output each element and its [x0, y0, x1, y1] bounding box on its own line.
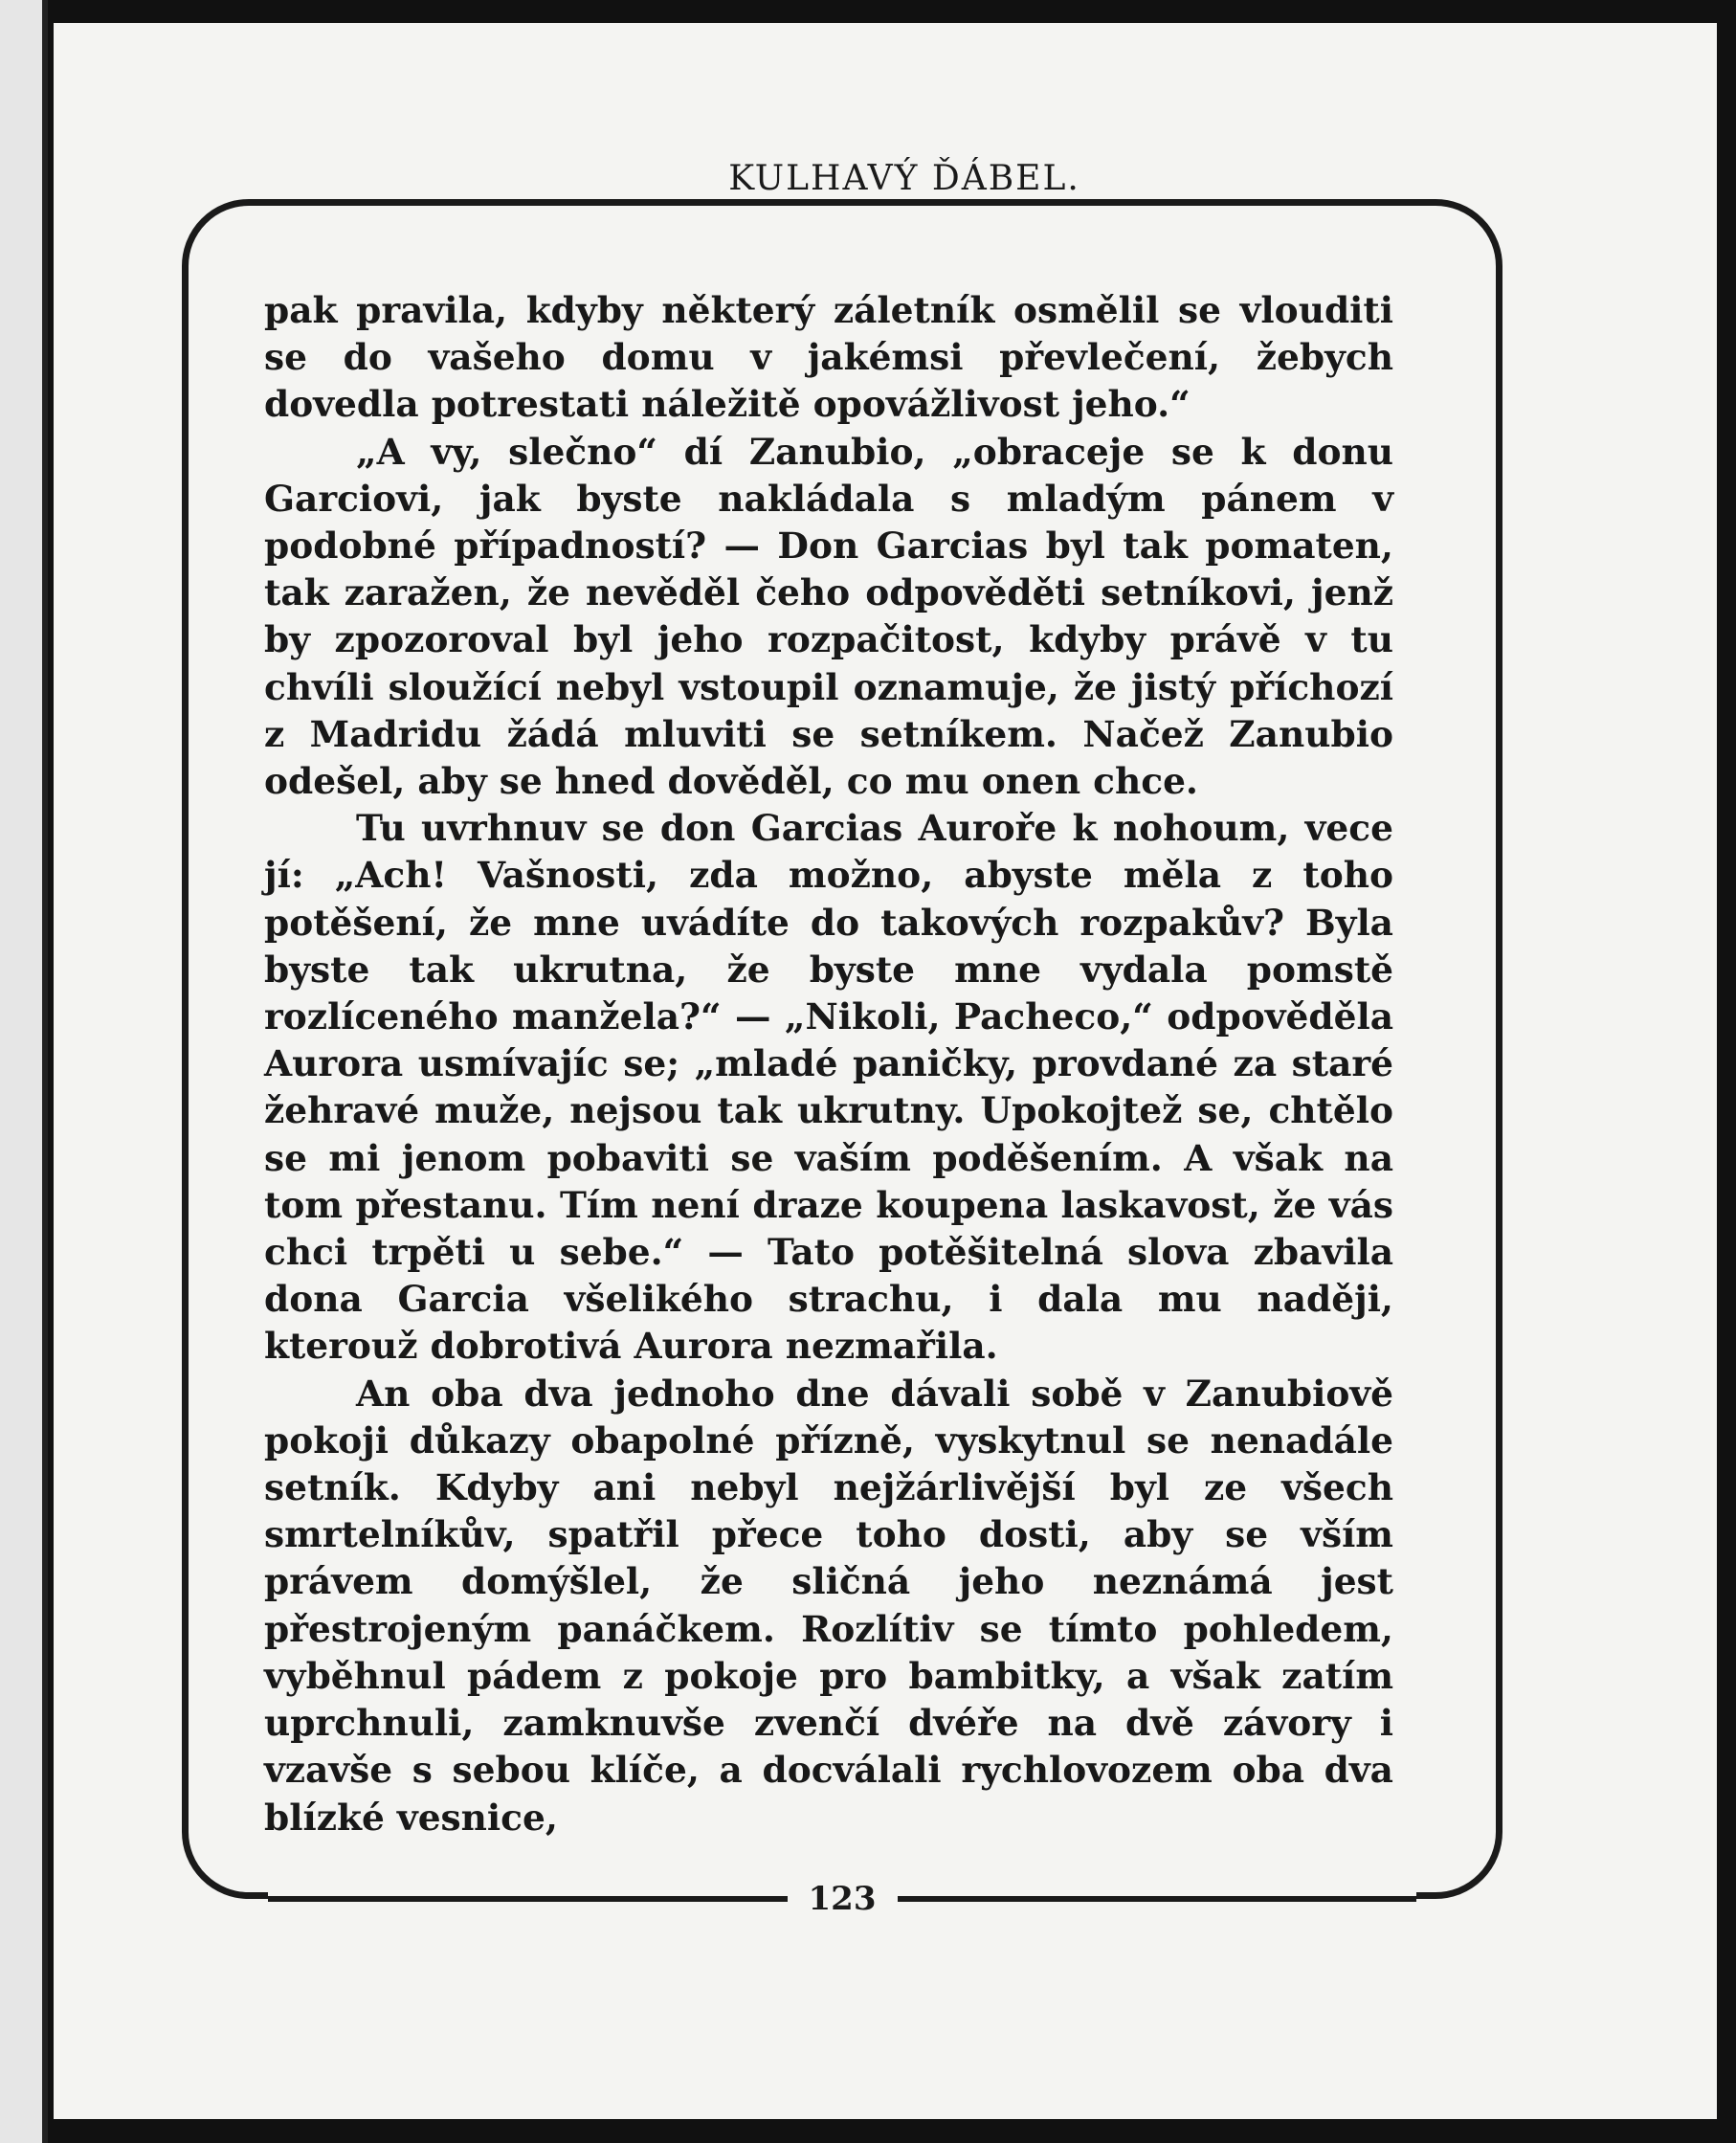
- paragraph: Tu uvrhnuv se don Garcias Auroře k nohoum, vece jí: „Ach! Vašnosti, zda možno, abyste měla z toho potěšení, že mne uvádíte do takových rozpakův? Byla byste tak ukrutna, že byste mne vydala pomstě rozlíceného manžela?“ — „Nikoli, Pacheco,“ odpověděla Aurora usmívajíc se; „mladé paničky, provdané za staré žehravé muže, nejsou tak ukrutny. Upokojtež se, chtělo se mi jenom pobaviti se vaším poděšením. A však na tom přestanu. Tím není draze koupena laskavost, že vás chci trpěti u sebe.“ — Tato potěšitelná slova zbavila dona Garcia všelikého strachu, i dala mu naději, kterouž dobrotivá Aurora nezmařila.: [264, 807, 1393, 1368]
- running-title: KULHAVÝ ĎÁBEL.: [728, 159, 1080, 198]
- paragraph: An oba dva jednoho dne dávali sobě v Zanubiově pokoji důkazy obapolné přízně, vyskytnul se nenadále setník. Kdyby ani nebyl nejžárlivější byl ze všech smrtelníkův, spatřil přece toho dosti, aby se vším právem domýšlel, že sličná jeho neznámá jest přestrojeným panáčkem. Rozlítiv se tímto pohledem, vyběhnul pádem z pokoje pro bambitky, a však zatím uprchnuli, zamknuvše zvenčí dvéře na dvě závory i vzavše s sebou klíče, a docválali rychlovozem oba dva blízké vesnice,: [264, 1372, 1393, 1839]
- adjacent-page-edge: [0, 0, 48, 2143]
- body-text: [264, 287, 1393, 1842]
- paragraph: „A vy, slečno“ dí Zanubio, „obraceje se k donu Garciovi, jak byste nakládala s mladým pánem v podobné případností? — Don Garcias byl tak pomaten, tak zaražen, že nevěděl čeho odpověděti setníkovi, jenž by zpozoroval byl jeho rozpačitost, kdyby právě v tu chvíli sloužící nebyl vstoupil oznamuje, že jistý příchozí z Madridu žádá mluviti se setníkem. Načež Zanubio odešel, aby se hned dověděl, co mu onen chce.: [264, 430, 1393, 803]
- paragraph-continuation: pak pravila, kdyby některý záletník osmělil se vlouditi se do vašeho domu v jakémsi převlečení, žebych dovedla potrestati náležitě opovážlivost jeho.“: [264, 289, 1393, 426]
- folio-rule-right: [898, 1896, 1417, 1902]
- footer-ornament: [268, 1878, 1416, 1920]
- folio-rule-left: [268, 1896, 788, 1902]
- page-number: 123: [808, 1880, 877, 1918]
